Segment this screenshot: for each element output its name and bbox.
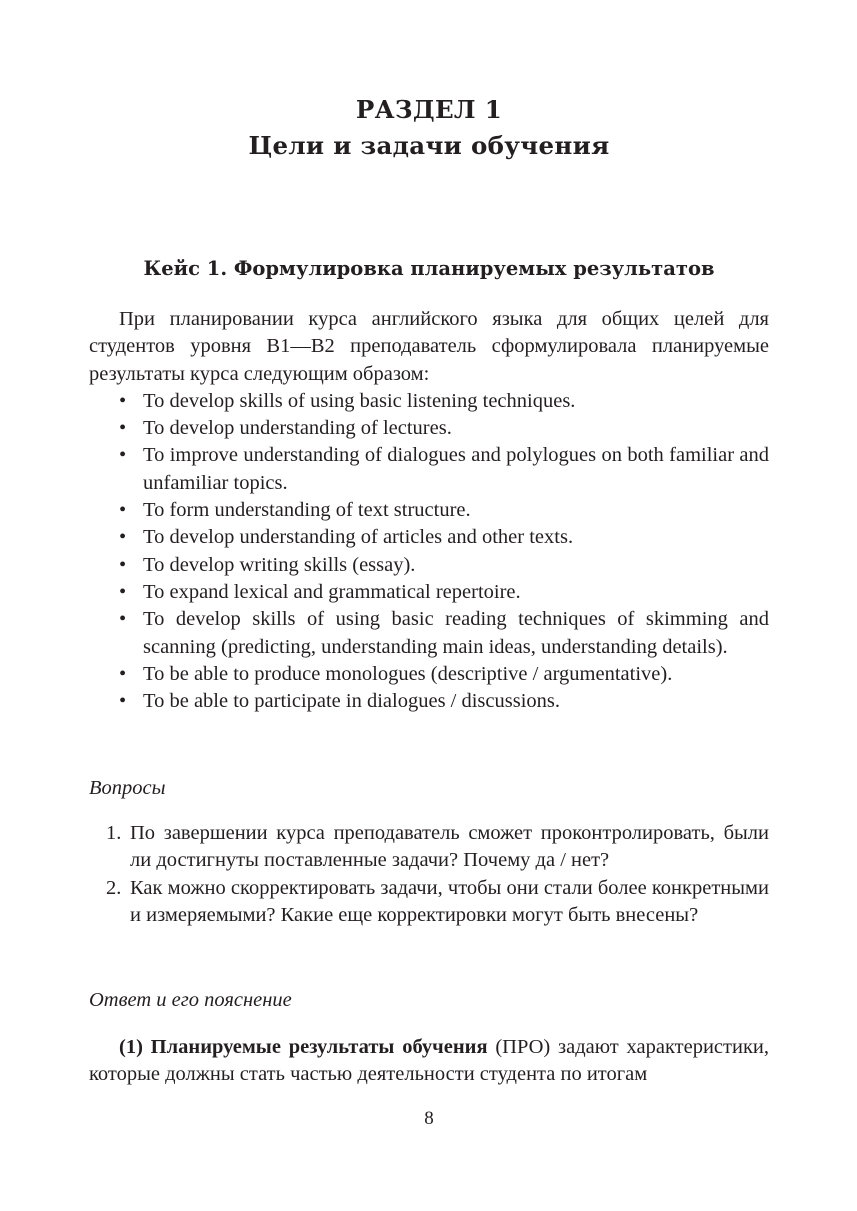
questions-label: Вопросы bbox=[89, 777, 166, 799]
goal-item bbox=[89, 442, 769, 497]
bullet-icon: • bbox=[119, 389, 127, 412]
bullet-icon: • bbox=[119, 608, 127, 631]
bullet-icon: • bbox=[119, 553, 127, 576]
page-number: 8 bbox=[424, 1108, 434, 1129]
goal-item bbox=[89, 579, 769, 606]
goal-item bbox=[89, 497, 769, 524]
goal-item bbox=[89, 606, 769, 661]
goal-item bbox=[89, 688, 769, 715]
goals-list bbox=[89, 388, 769, 716]
case-title: Кейс 1. Формулировка планируемых результатов bbox=[143, 257, 715, 280]
answer-bold-lead: (1) Планируемые результаты обучения bbox=[119, 1036, 488, 1058]
goal-item bbox=[89, 388, 769, 415]
answer-paragraph bbox=[89, 1034, 769, 1089]
question-text: По завершении курса преподаватель сможет проконтролировать, были ли достигнуты поставленные задачи? Почему да / нет? bbox=[130, 822, 769, 872]
goal-text: To develop skills of using basic listening techniques. bbox=[143, 389, 576, 412]
bullet-icon: • bbox=[119, 444, 127, 467]
bullet-icon: • bbox=[119, 580, 127, 603]
answer-label: Ответ и его пояснение bbox=[89, 989, 292, 1011]
section-number: РАЗДЕЛ 1 bbox=[355, 95, 503, 124]
goal-item bbox=[89, 524, 769, 551]
goal-text: To develop writing skills (essay). bbox=[143, 553, 416, 576]
goal-text: To be able to participate in dialogues / discussions. bbox=[143, 690, 561, 713]
bullet-icon: • bbox=[119, 662, 127, 685]
case-intro-paragraph: При планировании курса английского языка для общих целей для студентов уровня B1—B2 преподаватель сформулировала планируемые результаты курса следующим образом: bbox=[89, 308, 769, 385]
goal-text: To develop understanding of lectures. bbox=[143, 417, 452, 440]
goal-text: To develop skills of using basic reading techniques of skimming and scanning (predicting, understanding main ideas, understanding details). bbox=[143, 608, 769, 658]
bullet-icon: • bbox=[119, 526, 127, 549]
questions-list bbox=[89, 820, 769, 929]
question-number: 1. bbox=[106, 822, 122, 844]
goal-text: To be able to produce monologues (descriptive / argumentative). bbox=[143, 662, 673, 685]
goal-item bbox=[89, 661, 769, 688]
answer-text: (ПРО) задают характеристики, которые должны стать частью деятельности студента по итогам bbox=[89, 1036, 769, 1086]
question-number: 2. bbox=[106, 876, 122, 899]
question-item bbox=[89, 820, 769, 875]
question-text: Как можно скорректировать задачи, чтобы они стали более конкретными и измеряемыми? Какие еще корректировки могут быть внесены? bbox=[130, 876, 769, 926]
goal-text: To form understanding of text structure. bbox=[143, 499, 471, 522]
answer-body bbox=[89, 1034, 769, 1089]
bullet-icon: • bbox=[119, 499, 127, 522]
case-body bbox=[89, 306, 769, 715]
bullet-icon: • bbox=[119, 690, 127, 713]
bullet-icon: • bbox=[119, 417, 127, 440]
goal-text: To develop understanding of articles and other texts. bbox=[143, 526, 574, 549]
goal-item bbox=[89, 415, 769, 442]
goal-item bbox=[89, 552, 769, 579]
goal-text: To improve understanding of dialogues and polylogues on both familiar and unfamiliar topics. bbox=[143, 444, 769, 494]
question-item bbox=[89, 875, 769, 930]
goal-text: To expand lexical and grammatical repertoire. bbox=[143, 580, 521, 603]
section-heading bbox=[89, 92, 769, 164]
section-title: Цели и задачи обучения bbox=[248, 131, 610, 160]
